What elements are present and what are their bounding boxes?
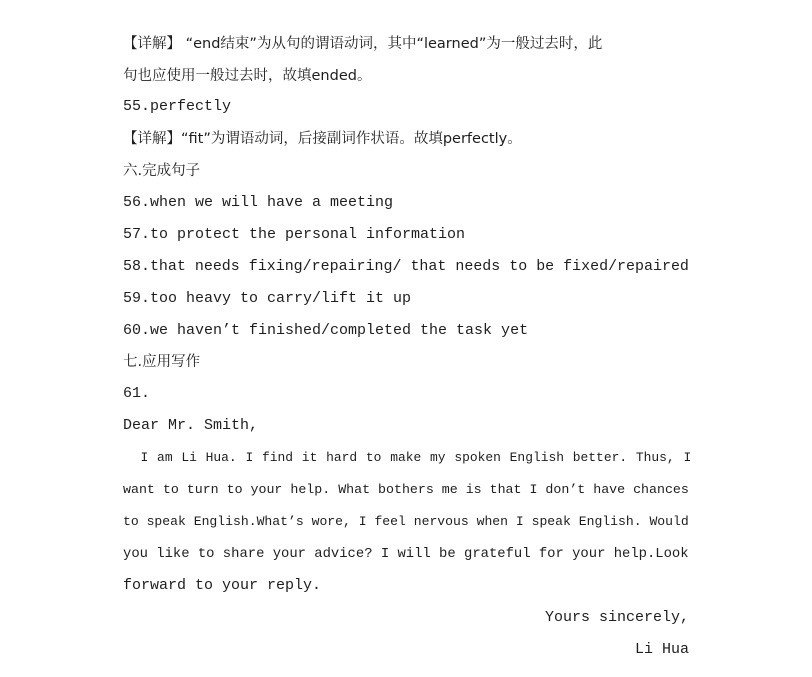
letter-signature: Li Hua [634, 641, 689, 658]
answer-55: 55.perfectly [123, 98, 232, 115]
letter-salutation: Dear Mr. Smith, [123, 417, 259, 434]
answer-59: 59.too heavy to carry/lift it up [123, 290, 412, 307]
letter-body-line-3: to speak English.What’s wore, I feel nervous when I speak English. Would [123, 514, 689, 529]
explanation-line-2: 句也应使用一般过去时，故填ended。 [123, 68, 372, 84]
letter-closing: Yours sincerely, [544, 609, 689, 626]
answer-58: 58.that needs fixing/repairing/ that needs to be fixed/repaired [123, 259, 689, 275]
answer-56: 56.when we will have a meeting [123, 194, 394, 211]
answer-57: 57.to protect the personal information [123, 226, 466, 243]
section-heading-7: 七.应用写作 [123, 354, 201, 370]
section-heading-6: 六.完成句子 [123, 163, 201, 179]
letter-body-line-5: forward to your reply. [123, 577, 322, 594]
letter-body-line-4: you like to share your advice? I will be grateful for your help.Look [123, 546, 689, 562]
explanation-55: 【详解】“fit”为谓语动词，后接副词作状语。故填perfectly。 [123, 131, 522, 147]
answer-60: 60.we haven’t finished/completed the task yet [123, 322, 529, 339]
letter-body-line-2: want to turn to your help. What bothers me is that I don’t have chances [123, 482, 689, 497]
answer-61-label: 61. [123, 385, 151, 402]
explanation-line-1: 【详解】 “end结束”为从句的谓语动词，其中“learned”为一般过去时，此 [123, 36, 603, 52]
letter-body-line-1: I am Li Hua. I find it hard to make my spoken English better. Thus, I [123, 450, 692, 465]
